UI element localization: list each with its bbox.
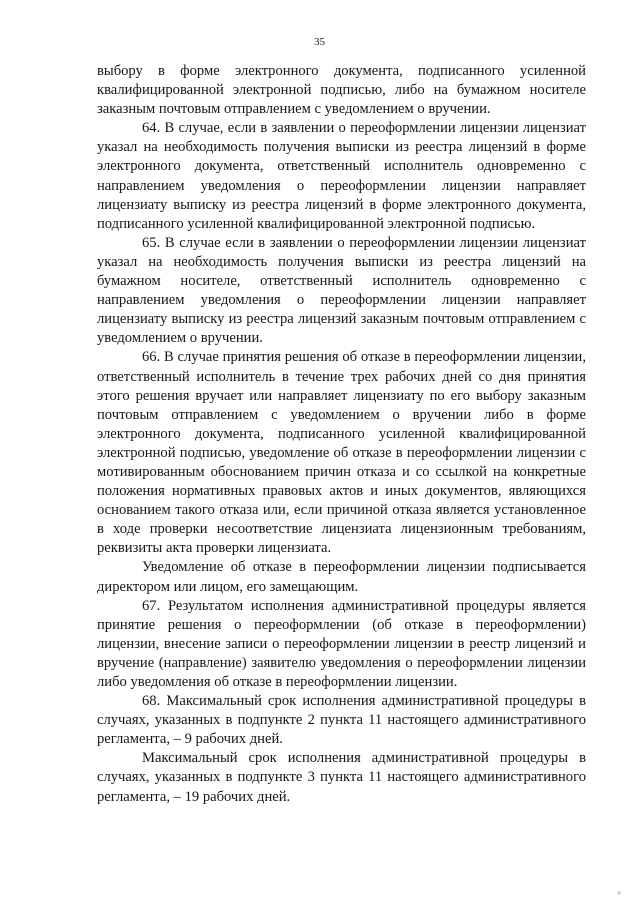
page-number: 35 bbox=[314, 36, 325, 48]
paragraph-67: 67. Результатом исполнения административной процедуры является принятие решения о переоформлении (об отказе в переоформлении) лицензии, внесение записи о переоформлении лицензии в реестр лицензий и вручение (направление) заявителю уведомления о переоформлении лицензии либо уведомления об отказе в переоформлении лицензии. bbox=[97, 597, 586, 690]
paragraph-64: 64. В случае, если в заявлении о переоформлении лицензии лицензиат указал на необходимость получения выписки из реестра лицензий в форме электронного документа, ответственный исполнитель одновременно с направлением уведомления о переоформлении лицензии направляет лицензиату выписку из реестра лицензий в форме электронного документа, подписанного усиленной квалифицированной электронной подписью. bbox=[97, 120, 586, 232]
document-body bbox=[97, 62, 586, 807]
paragraph-continuation: выбору в форме электронного документа, подписанного усиленной квалифицированной электронной подписью, либо на бумажном носителе заказным почтовым отправлением с уведомлением о вручении. bbox=[97, 63, 586, 118]
paragraph-66-signature-note: Уведомление об отказе в переоформлении лицензии подписывается директором или лицом, его замещающим. bbox=[97, 559, 586, 595]
scan-speck-mark bbox=[617, 891, 621, 895]
paragraph-66: 66. В случае принятия решения об отказе в переоформлении лицензии, ответственный исполнитель в течение трех рабочих дней со дня принятия этого решения вручает или направляет лицензиату по его выбору заказным почтовым отправлением с уведомлением о вручении либо в форме электронного документа, подписанного усиленной квалифицированной электронной подписью, уведомление об отказе в переоформлении лицензии с мотивированным обоснованием причин отказа и со ссылкой на конкретные положения нормативных правовых актов и иных документов, являющихся основанием такого отказа или, если причиной отказа является установленное в ходе проверки несоответствие лицензиата лицензионным требованиям, реквизиты акта проверки лицензиата. bbox=[97, 349, 586, 557]
paragraph-68: 68. Максимальный срок исполнения административной процедуры в случаях, указанных в подпункте 2 пункта 11 настоящего административного регламента, – 9 рабочих дней. bbox=[97, 693, 586, 748]
paragraph-68-second-term: Максимальный срок исполнения административной процедуры в случаях, указанных в подпункте 3 пункта 11 настоящего административного регламента, – 19 рабочих дней. bbox=[97, 750, 586, 805]
paragraph-65: 65. В случае если в заявлении о переоформлении лицензии лицензиат указал на необходимость получения выписки из реестра лицензий на бумажном носителе, ответственный исполнитель одновременно с направлением уведомления о переоформлении лицензии направляет лицензиату выписку из реестра лицензий заказным почтовым отправлением с уведомлением о вручении. bbox=[97, 234, 586, 347]
